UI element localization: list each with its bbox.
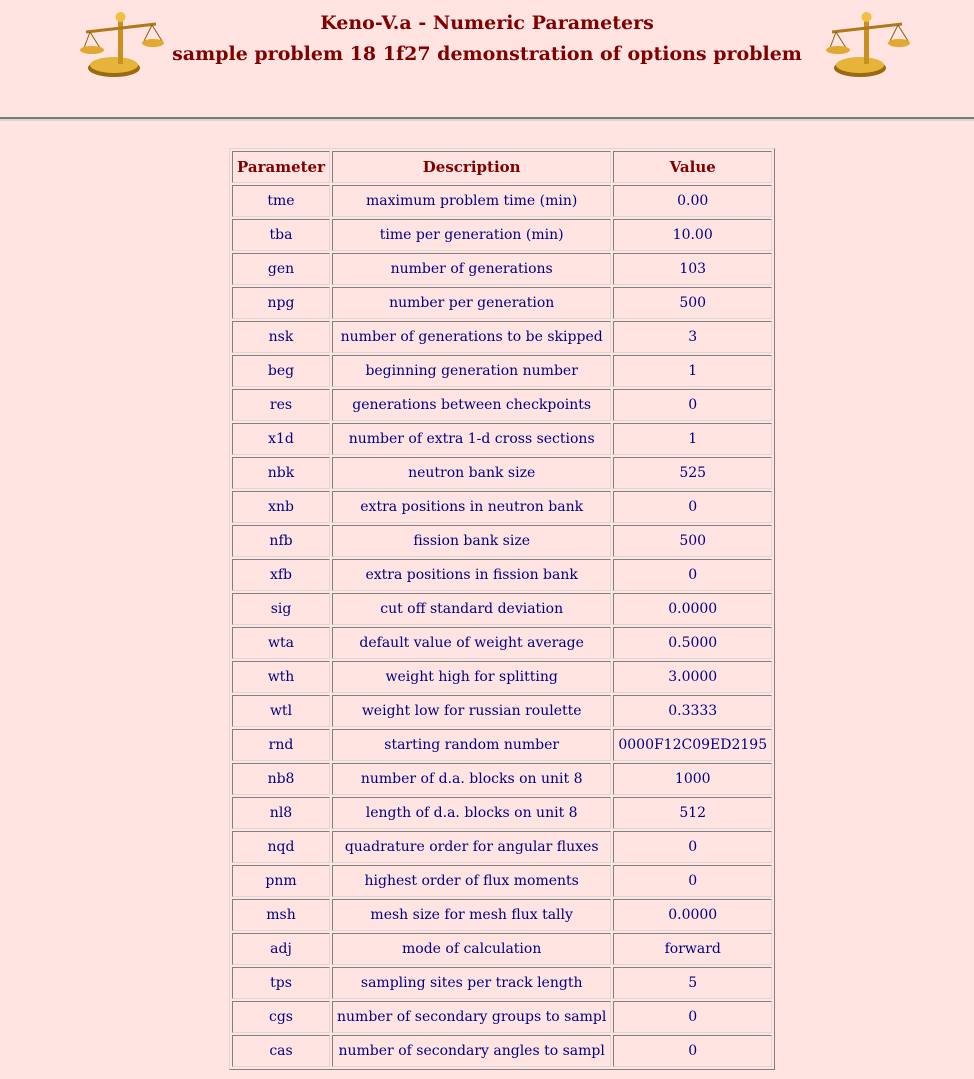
parameter-cell: cas bbox=[232, 1035, 330, 1067]
description-cell: number of secondary angles to sampl bbox=[332, 1035, 611, 1067]
parameter-cell: pnm bbox=[232, 865, 330, 897]
parameter-cell: npg bbox=[232, 287, 330, 319]
value-cell: 0 bbox=[613, 831, 772, 863]
column-header-parameter: Parameter bbox=[232, 151, 330, 183]
value-cell: forward bbox=[613, 933, 772, 965]
table-row bbox=[232, 423, 772, 455]
description-cell: number of generations to be skipped bbox=[332, 321, 611, 353]
table-row bbox=[232, 389, 772, 421]
description-cell: generations between checkpoints bbox=[332, 389, 611, 421]
value-cell: 0 bbox=[613, 389, 772, 421]
value-cell: 0.5000 bbox=[613, 627, 772, 659]
table-row bbox=[232, 933, 772, 965]
parameter-cell: tps bbox=[232, 967, 330, 999]
table-row bbox=[232, 287, 772, 319]
description-cell: weight low for russian roulette bbox=[332, 695, 611, 727]
value-cell: 0.3333 bbox=[613, 695, 772, 727]
table-row bbox=[232, 627, 772, 659]
value-cell: 3 bbox=[613, 321, 772, 353]
parameter-cell: tba bbox=[232, 219, 330, 251]
parameter-cell: cgs bbox=[232, 1001, 330, 1033]
value-cell: 512 bbox=[613, 797, 772, 829]
value-cell: 525 bbox=[613, 457, 772, 489]
parameter-cell: x1d bbox=[232, 423, 330, 455]
horizontal-rule bbox=[0, 117, 974, 121]
description-cell: neutron bank size bbox=[332, 457, 611, 489]
table-row bbox=[232, 559, 772, 591]
value-cell: 3.0000 bbox=[613, 661, 772, 693]
description-cell: extra positions in fission bank bbox=[332, 559, 611, 591]
table-row bbox=[232, 321, 772, 353]
description-cell: beginning generation number bbox=[332, 355, 611, 387]
value-cell: 10.00 bbox=[613, 219, 772, 251]
parameter-cell: wtl bbox=[232, 695, 330, 727]
description-cell: extra positions in neutron bank bbox=[332, 491, 611, 523]
description-cell: mode of calculation bbox=[332, 933, 611, 965]
parameter-cell: nb8 bbox=[232, 763, 330, 795]
column-header-description: Description bbox=[332, 151, 611, 183]
table-row bbox=[232, 695, 772, 727]
value-cell: 500 bbox=[613, 525, 772, 557]
value-cell: 0.0000 bbox=[613, 899, 772, 931]
parameter-cell: sig bbox=[232, 593, 330, 625]
table-row bbox=[232, 797, 772, 829]
table-row bbox=[232, 763, 772, 795]
parameter-cell: xnb bbox=[232, 491, 330, 523]
description-cell: maximum problem time (min) bbox=[332, 185, 611, 217]
value-cell: 0 bbox=[613, 559, 772, 591]
description-cell: default value of weight average bbox=[332, 627, 611, 659]
table-body bbox=[232, 185, 772, 1067]
table-row bbox=[232, 865, 772, 897]
value-cell: 1 bbox=[613, 423, 772, 455]
table-row bbox=[232, 661, 772, 693]
scales-of-justice-icon bbox=[824, 10, 910, 80]
parameter-cell: wta bbox=[232, 627, 330, 659]
parameters-table bbox=[229, 148, 775, 1070]
parameter-cell: gen bbox=[232, 253, 330, 285]
parameters-table-container bbox=[229, 148, 775, 1070]
parameter-cell: nl8 bbox=[232, 797, 330, 829]
parameter-cell: adj bbox=[232, 933, 330, 965]
value-cell: 0.00 bbox=[613, 185, 772, 217]
table-row bbox=[232, 219, 772, 251]
table-row bbox=[232, 1001, 772, 1033]
parameter-cell: beg bbox=[232, 355, 330, 387]
table-row bbox=[232, 491, 772, 523]
parameter-cell: nqd bbox=[232, 831, 330, 863]
table-row bbox=[232, 1035, 772, 1067]
table-row bbox=[232, 355, 772, 387]
page-subtitle: sample problem 18 1f27 demonstration of options problem bbox=[172, 43, 802, 65]
value-cell: 1 bbox=[613, 355, 772, 387]
table-row bbox=[232, 525, 772, 557]
value-cell: 5 bbox=[613, 967, 772, 999]
description-cell: time per generation (min) bbox=[332, 219, 611, 251]
parameter-cell: tme bbox=[232, 185, 330, 217]
table-row bbox=[232, 831, 772, 863]
value-cell: 0 bbox=[613, 491, 772, 523]
parameter-cell: nsk bbox=[232, 321, 330, 353]
page-title: Keno-V.a - Numeric Parameters bbox=[320, 12, 654, 34]
table-row bbox=[232, 899, 772, 931]
table-row bbox=[232, 457, 772, 489]
value-cell: 0 bbox=[613, 865, 772, 897]
description-cell: number of extra 1-d cross sections bbox=[332, 423, 611, 455]
parameter-cell: xfb bbox=[232, 559, 330, 591]
table-row bbox=[232, 967, 772, 999]
description-cell: number of generations bbox=[332, 253, 611, 285]
description-cell: cut off standard deviation bbox=[332, 593, 611, 625]
value-cell: 103 bbox=[613, 253, 772, 285]
parameter-cell: nbk bbox=[232, 457, 330, 489]
description-cell: length of d.a. blocks on unit 8 bbox=[332, 797, 611, 829]
value-cell: 0.0000 bbox=[613, 593, 772, 625]
description-cell: starting random number bbox=[332, 729, 611, 761]
table-row bbox=[232, 729, 772, 761]
description-cell: number of d.a. blocks on unit 8 bbox=[332, 763, 611, 795]
description-cell: number of secondary groups to sampl bbox=[332, 1001, 611, 1033]
table-row bbox=[232, 593, 772, 625]
value-cell: 1000 bbox=[613, 763, 772, 795]
description-cell: quadrature order for angular fluxes bbox=[332, 831, 611, 863]
table-row bbox=[232, 253, 772, 285]
value-cell: 0 bbox=[613, 1001, 772, 1033]
value-cell: 0000F12C09ED2195 bbox=[613, 729, 772, 761]
parameter-cell: wth bbox=[232, 661, 330, 693]
value-cell: 500 bbox=[613, 287, 772, 319]
parameter-cell: res bbox=[232, 389, 330, 421]
description-cell: highest order of flux moments bbox=[332, 865, 611, 897]
page-header bbox=[0, 0, 974, 96]
description-cell: fission bank size bbox=[332, 525, 611, 557]
description-cell: mesh size for mesh flux tally bbox=[332, 899, 611, 931]
description-cell: sampling sites per track length bbox=[332, 967, 611, 999]
column-header-value: Value bbox=[613, 151, 772, 183]
table-header-row bbox=[232, 151, 772, 183]
parameter-cell: nfb bbox=[232, 525, 330, 557]
description-cell: number per generation bbox=[332, 287, 611, 319]
parameter-cell: rnd bbox=[232, 729, 330, 761]
value-cell: 0 bbox=[613, 1035, 772, 1067]
table-row bbox=[232, 185, 772, 217]
description-cell: weight high for splitting bbox=[332, 661, 611, 693]
parameter-cell: msh bbox=[232, 899, 330, 931]
